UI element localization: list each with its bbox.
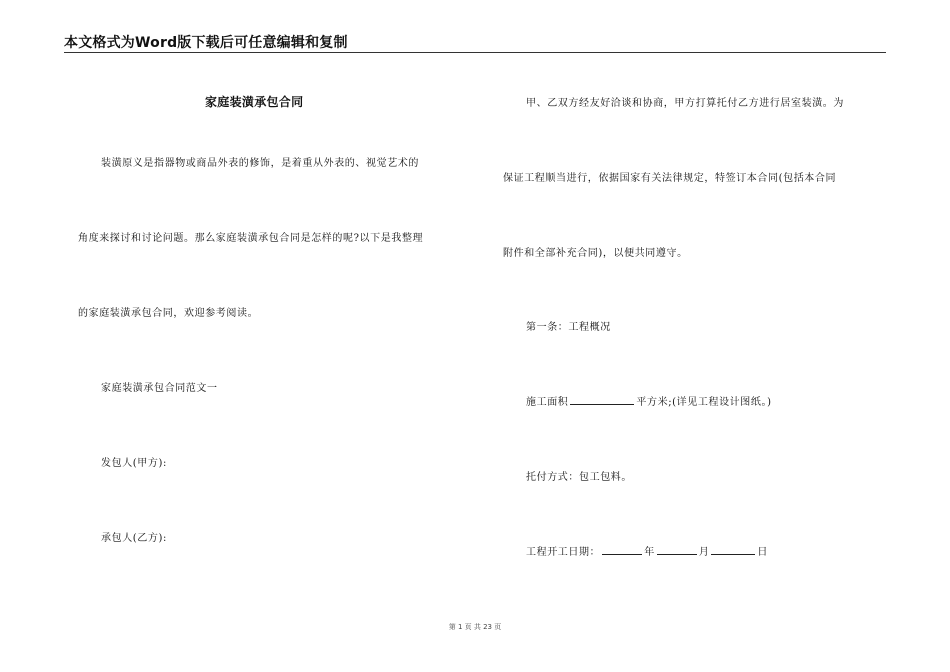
- intro-line-3: 的家庭装潢承包合同，欢迎参考阅读。: [78, 308, 259, 319]
- article-1-heading: 第一条：工程概况: [526, 322, 611, 333]
- day-blank: [711, 544, 755, 555]
- construction-area-line: [526, 393, 772, 408]
- sample-heading: 家庭装潢承包合同范文一: [101, 383, 218, 394]
- party-b-label: 承包人(乙方):: [101, 533, 167, 544]
- agreement-line-3: 附件和全部补充合同)，以便共同遵守。: [503, 248, 688, 259]
- month-blank: [657, 544, 697, 555]
- year-label: 年: [644, 547, 655, 558]
- year-blank: [602, 544, 642, 555]
- intro-line-2: 角度来探讨和讨论问题。那么家庭装潢承包合同是怎样的呢?以下是我整理: [78, 233, 424, 244]
- header-banner: 本文格式为Word版下载后可任意编辑和复制: [64, 35, 348, 51]
- agreement-line-1: 甲、乙双方经友好洽谈和协商，甲方打算托付乙方进行居室装潢。为: [526, 98, 844, 109]
- day-label: 日: [757, 547, 769, 558]
- contract-title: 家庭装潢承包合同: [205, 95, 304, 109]
- intro-line-1: 装潢原义是指器物或商品外表的修饰，是着重从外表的、视觉艺术的: [101, 158, 419, 169]
- start-date-label: 工程开工日期：: [526, 547, 601, 558]
- page-footer: 第 1 页 共 23 页: [448, 623, 502, 631]
- area-blank: [570, 394, 634, 405]
- agreement-line-2: 保证工程顺当进行，依据国家有关法律规定，特签订本合同(包括本合同: [503, 173, 837, 184]
- area-label: 施工面积: [526, 397, 569, 408]
- month-label: 月: [698, 547, 710, 558]
- document-header: [64, 30, 886, 53]
- start-date-line: [526, 543, 768, 558]
- party-a-label: 发包人(甲方):: [101, 458, 167, 469]
- contract-method: 托付方式：包工包料。: [526, 472, 632, 483]
- area-unit: 平方米;(详见工程设计图纸。): [636, 397, 772, 408]
